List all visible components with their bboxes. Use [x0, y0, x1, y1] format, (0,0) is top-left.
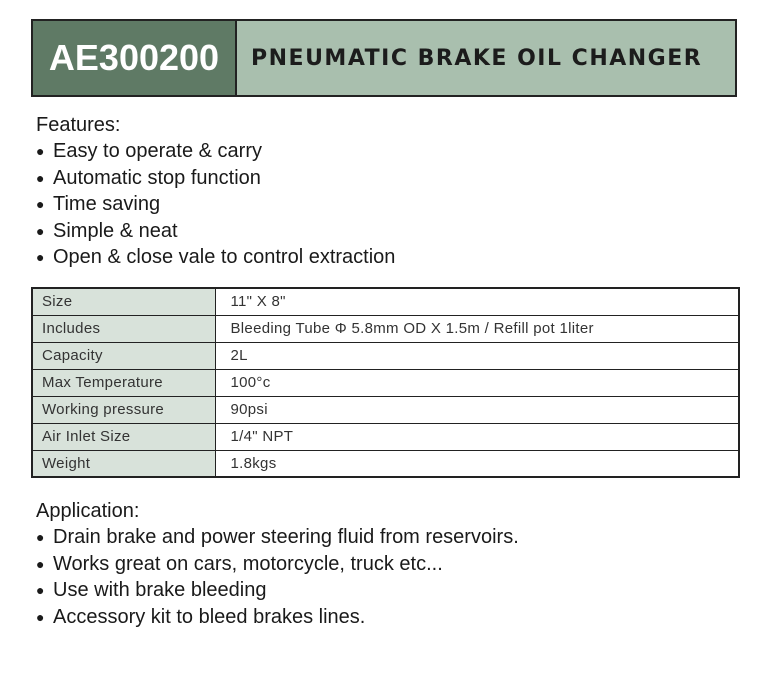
bullet-icon: ● — [36, 169, 45, 186]
spec-label: Working pressure — [32, 396, 215, 423]
spec-value: 2L — [215, 342, 739, 369]
bullet-icon: ● — [36, 249, 45, 266]
spec-value: 100°c — [215, 369, 739, 396]
spec-value: 1.8kgs — [215, 450, 739, 477]
feature-text: Easy to operate & carry — [53, 140, 262, 162]
bullet-icon: ● — [36, 196, 45, 213]
list-item — [36, 138, 395, 165]
bullet-icon: ● — [36, 555, 45, 572]
table-row — [32, 342, 739, 369]
spec-value: 11" X 8" — [215, 288, 739, 315]
list-item — [36, 551, 519, 578]
spec-label: Weight — [32, 450, 215, 477]
application-text: Works great on cars, motorcycle, truck etc... — [53, 552, 443, 575]
list-item — [36, 577, 519, 604]
spec-value: 1/4" NPT — [215, 423, 739, 450]
list-item — [36, 524, 519, 551]
spec-label: Size — [32, 288, 215, 315]
feature-text: Time saving — [53, 193, 161, 216]
application-text: Use with brake bleeding — [53, 579, 267, 602]
table-row — [32, 369, 739, 396]
feature-text: Open & close vale to control extraction — [53, 246, 396, 269]
table-row — [32, 288, 739, 315]
spec-value: 90psi — [215, 396, 739, 423]
spec-label: Max Temperature — [32, 369, 215, 396]
application-text: Accessory kit to bleed brakes lines. — [53, 605, 366, 628]
application-section — [36, 498, 519, 630]
list-item — [36, 244, 395, 271]
bullet-icon: ● — [36, 608, 45, 625]
table-row — [32, 423, 739, 450]
spec-label: Includes — [32, 315, 215, 342]
model-number: AE300200 — [33, 21, 237, 95]
spec-value: Bleeding Tube Φ 5.8mm OD X 1.5m / Refill pot 1liter — [215, 315, 739, 342]
table-row — [32, 315, 739, 342]
spec-label: Capacity — [32, 342, 215, 369]
bullet-icon: ● — [36, 143, 45, 159]
application-list — [36, 524, 519, 630]
table-row — [32, 450, 739, 477]
bullet-icon: ● — [36, 582, 45, 599]
product-title: PNEUMATIC BRAKE OIL CHANGER — [237, 21, 735, 95]
table-row — [32, 396, 739, 423]
application-heading: Application: — [36, 500, 140, 522]
feature-text: Simple & neat — [53, 219, 178, 242]
list-item — [36, 604, 519, 631]
features-section — [36, 112, 395, 271]
bullet-icon: ● — [36, 222, 45, 239]
bullet-icon: ● — [36, 529, 45, 545]
features-heading: Features: — [36, 114, 121, 136]
list-item — [36, 191, 395, 218]
features-list — [36, 138, 395, 271]
feature-text: Automatic stop function — [53, 166, 261, 189]
spec-label: Air Inlet Size — [32, 423, 215, 450]
application-text: Drain brake and power steering fluid from reservoirs. — [53, 526, 519, 548]
list-item — [36, 165, 395, 192]
spec-table — [31, 287, 740, 478]
list-item — [36, 218, 395, 245]
product-header — [31, 19, 737, 97]
